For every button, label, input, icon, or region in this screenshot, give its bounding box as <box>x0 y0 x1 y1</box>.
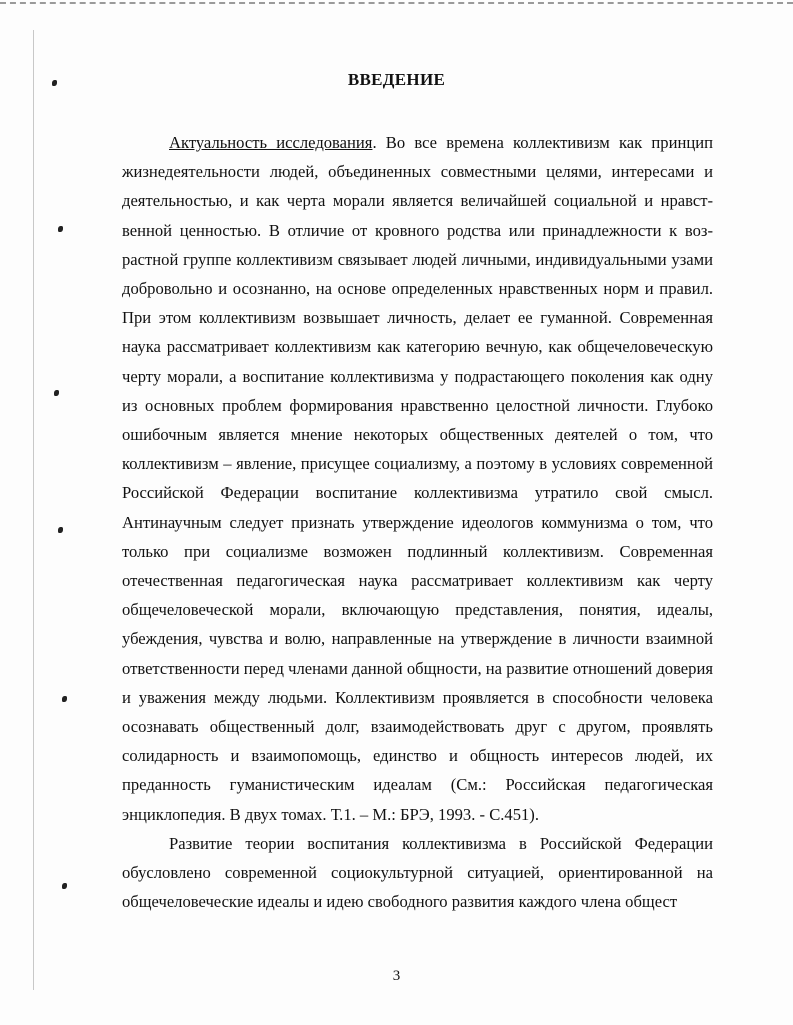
binding-hole-mark <box>62 696 67 702</box>
binding-hole-mark <box>58 226 63 232</box>
document-body <box>122 128 713 916</box>
paragraph-theory <box>122 829 713 917</box>
binding-hole-mark <box>54 390 59 396</box>
paragraph-text: . Во все времена коллективизм как принцип жизнедеятельности людей, объединенных совместными целями, интересами и деятельностью, и как черта морали является величайшей социальной и нравственной ценностью. В отличие от кровного родства или принадлежности к возрастной группе коллективизм связывает людей личными, индивидуальными узами добровольно и осознанно, на основе определенных нравственных норм и правил. При этом коллективизм возвышает личность, делает ее гуманной. Современная наука рассматривает коллективизм как категорию вечную, как общечеловеческую черту морали, а воспитание коллективизма у подрастающего поколения как одну из основных проблем формирования нравственно целостной личности. Глубоко ошибочным является мнение некоторых общественных деятелей о том, что коллективизм – явление, присущее социализму, а поэтому в условиях современной Российской Федерации воспитание коллективизма утратило свой смысл. Антинаучным следует признать утверждение идеологов коммунизма о том, что только при социализме возможен подлинный коллективизм. Современная отечественная педагогическая наука рассматривает коллективизм как черту общечеловеческой морали, включающую представления, понятия, идеалы, убеждения, чувства и волю, направленные на утверждение в личности взаимной ответственности перед членами данной общности, на развитие отношений доверия и уважения между людьми. Коллективизм проявляется в способности человека осознавать общественный долг, взаимодействовать друг с другом, проявлять солидарность и взаимопомощь, единство и общность интересов людей, их преданность гуманистическим идеалам (См.: Российская педагогическая энциклопедия. В двух томах. Т.1. – М.: БРЭ, 1993. - С.451). <box>122 133 714 824</box>
binding-hole-mark <box>62 883 67 889</box>
page-title: ВВЕДЕНИЕ <box>347 70 446 89</box>
binding-edge <box>33 30 34 990</box>
paragraph-relevance <box>122 128 713 829</box>
scan-top-edge <box>0 2 793 4</box>
paragraph-text: Развитие теории воспитания коллективизма в Российской Федерации обусловлено современной социокультурной ситуацией, ориентированной на общечеловеческие идеалы и идею свободного развития каждого члена общест <box>122 833 713 912</box>
page-number: 3 <box>392 968 401 984</box>
section-lead: Актуальность исследования <box>169 133 373 152</box>
binding-hole-mark <box>58 527 63 533</box>
